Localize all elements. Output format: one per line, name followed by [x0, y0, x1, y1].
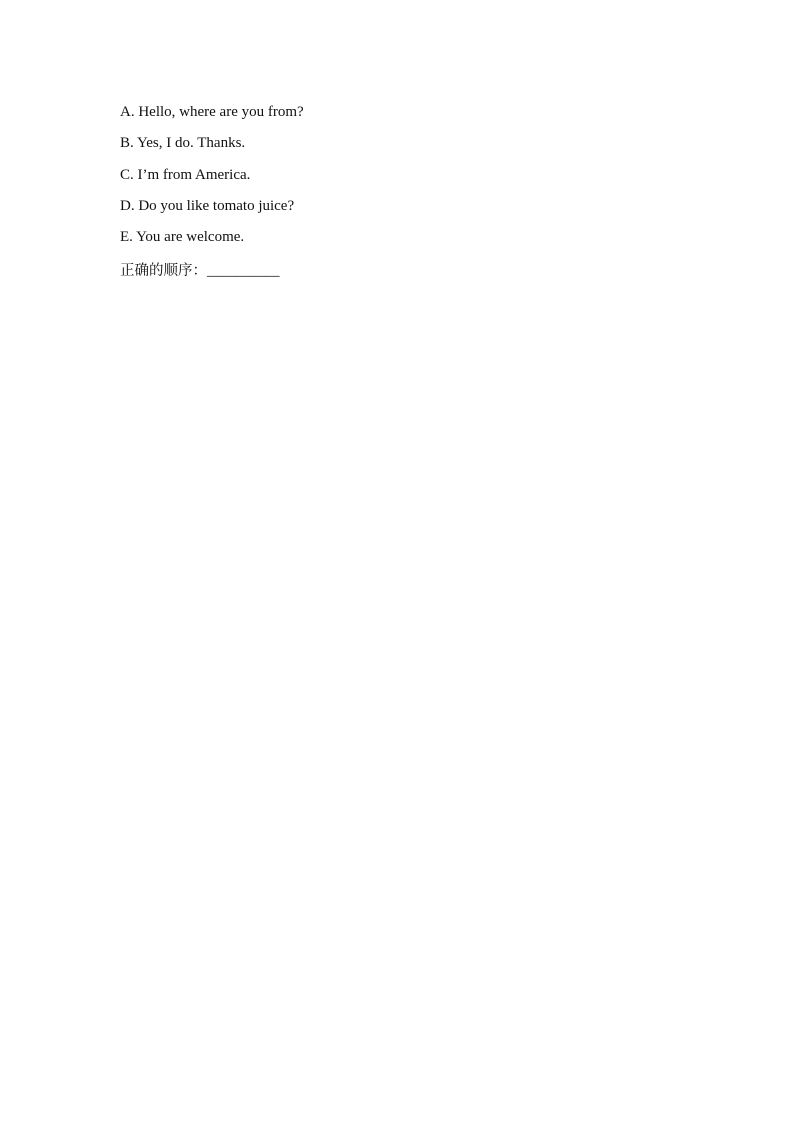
option-c: C. I’m from America.	[120, 167, 251, 183]
option-e: E. You are welcome.	[120, 229, 245, 245]
option-d: D. Do you like tomato juice?	[120, 198, 295, 214]
option-b: B. Yes, I do. Thanks.	[120, 135, 246, 151]
option-a: A. Hello, where are you from?	[120, 104, 304, 120]
answer-label: 正确的顺序：	[120, 263, 207, 279]
answer-blank: __________	[207, 263, 280, 279]
answer-line	[120, 262, 280, 280]
